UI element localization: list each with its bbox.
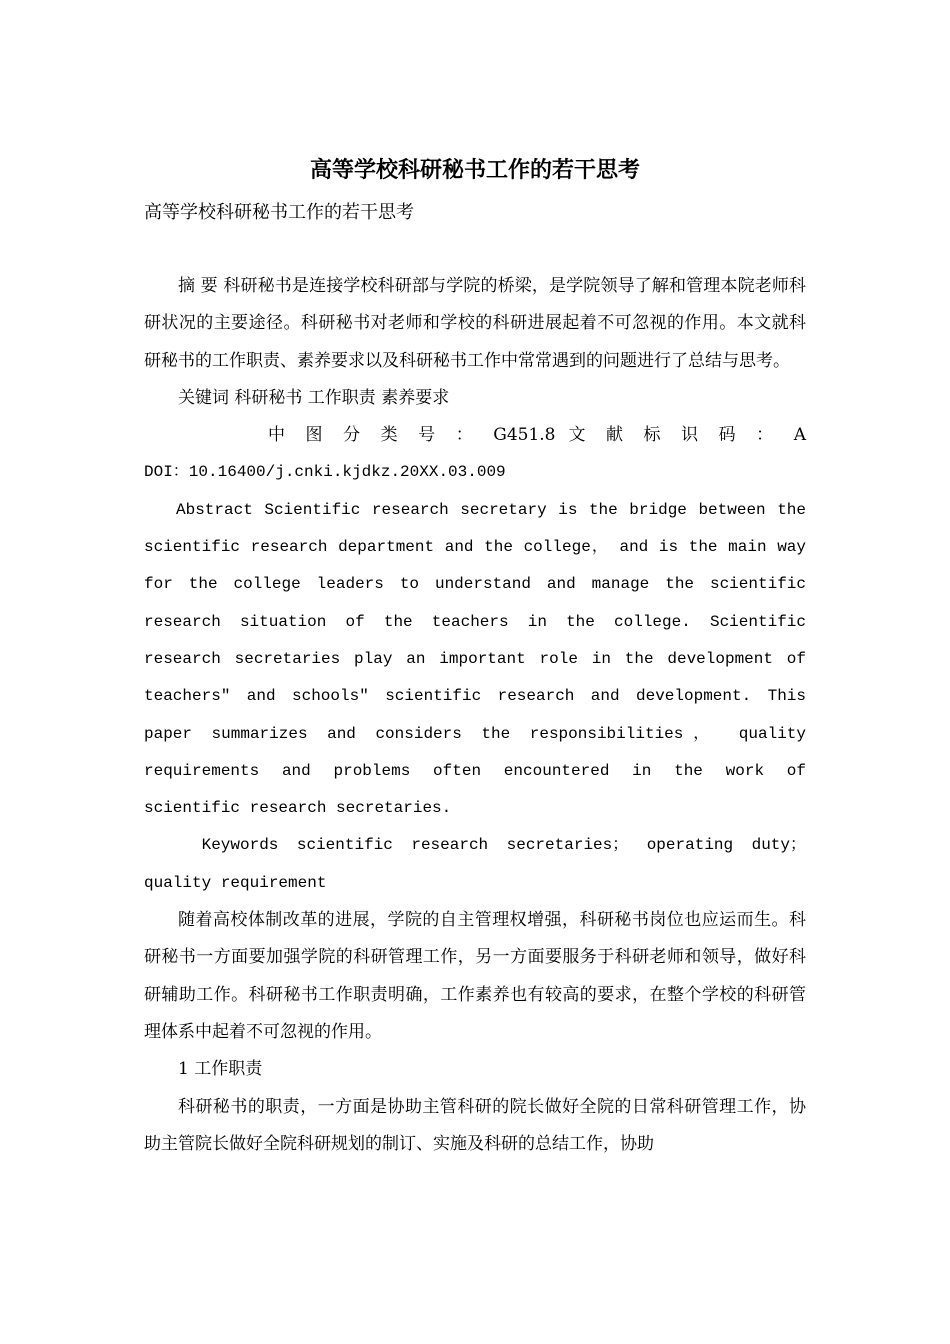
abstract-en: Abstract Scientific research secretary is the bridge between the scientific research department and the college， and is the main way for the college leaders to understand and manage the scientific research situation of the teachers in the college. Scientific research secretaries play an important role in the development of teachers″ and schools″ scientific research and development. This paper summarizes and considers the responsibilities， quality requirements and problems often encountered in the work of scientific research secretaries.: [144, 500, 806, 818]
keywords-en: Keywords scientific research secretaries； operating duty； quality requirement: [144, 836, 806, 892]
keywords-cn: 关键词 科研秘书 工作职责 素养要求: [178, 387, 450, 408]
abstract-cn: 摘 要 科研秘书是连接学校科研部与学院的桥梁，是学院领导了解和管理本院老师科研状况的主要途径。科研秘书对老师和学校的科研进展起着不可忽视的作用。本文就科研秘书的工作职责、素养要求以及科研秘书工作中常常遇到的问题进行了总结与思考。: [144, 276, 806, 371]
section-heading-1: 1 工作职责: [178, 1059, 263, 1080]
document-subtitle: 高等学校科研秘书工作的若干思考: [144, 202, 414, 223]
section-1-paragraph: 科研秘书的职责，一方面是协助主管科研的院长做好全院的日常科研管理工作，协助主管院长做好全院科研规划的制订、实施及科研的总结工作，协助: [144, 1096, 806, 1154]
intro-paragraph: 随着高校体制改革的进展，学院的自主管理权增强，科研秘书岗位也应运而生。科研秘书一方面要加强学院的科研管理工作，另一方面要服务于科研老师和领导，做好科研辅助工作。科研秘书工作职责明确，工作素养也有较高的要求，在整个学校的科研管理体系中起着不可忽视的作用。: [144, 910, 806, 1042]
document-body: [144, 268, 806, 1163]
classification-line: 中 图 分 类 号 ： G451.8 文 献 标 识 码 ： A: [268, 425, 806, 446]
document-title: 高等学校科研秘书工作的若干思考: [309, 157, 640, 183]
doi-line: DOI：10.16400/j.cnki.kjdkz.20XX.03.009: [144, 463, 506, 482]
